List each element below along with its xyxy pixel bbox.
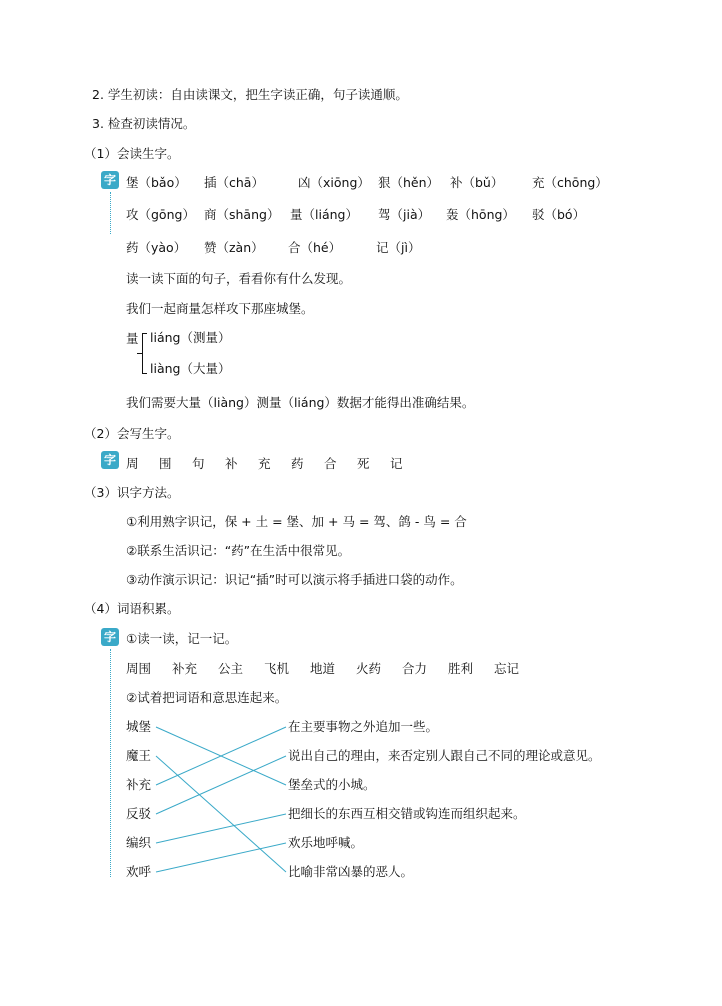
- method-3: ③动作演示识记：识记“插”时可以演示将手插进口袋的动作。: [126, 572, 463, 587]
- character-badge-icon: 字: [101, 628, 119, 646]
- section4-heading: （4）词语积累。: [84, 601, 180, 616]
- char-item: 药（yào）: [126, 240, 187, 255]
- method-2: ②联系生活识记：“药”在生活中很常见。: [126, 543, 351, 558]
- char-item: 狠（hěn）: [378, 175, 440, 190]
- polyphone-example: 我们需要大量（liàng）测量（liáng）数据才能得出准确结果。: [126, 395, 475, 410]
- left-word[interactable]: 反驳: [126, 806, 152, 821]
- polyphone-reading-2: liàng（大量）: [150, 361, 231, 376]
- char-item: 驳（bó）: [532, 207, 586, 222]
- right-meaning[interactable]: 在主要事物之外追加一些。: [288, 719, 439, 734]
- write-char: 死: [357, 456, 370, 471]
- word-item: 飞机: [264, 661, 290, 676]
- char-item: 驾（jià）: [378, 207, 431, 222]
- read-remember-label: ①读一读，记一记。: [126, 631, 238, 646]
- method-1: ①利用熟字识记，保 + 土 = 堡、加 + 马 = 驾、鸽 - 鸟 = 合: [126, 514, 467, 529]
- word-item: 地道: [310, 661, 336, 676]
- polyphone-reading-1: liáng（测量）: [150, 330, 231, 345]
- left-word[interactable]: 编织: [126, 835, 152, 850]
- write-char: 围: [159, 456, 172, 471]
- char-item: 商（shāng）: [204, 207, 280, 222]
- write-char: 记: [390, 456, 403, 471]
- left-word[interactable]: 城堡: [126, 719, 152, 734]
- section1-prompt: 读一读下面的句子，看看你有什么发现。: [126, 271, 352, 286]
- left-word[interactable]: 欢呼: [126, 864, 152, 879]
- char-item: 轰（hōng）: [446, 207, 515, 222]
- char-item: 赞（zàn）: [204, 240, 264, 255]
- connect-label: ②试着把词语和意思连起来。: [126, 690, 288, 705]
- char-item: 补（bǔ）: [450, 175, 504, 190]
- word-item: 周围: [126, 661, 152, 676]
- character-badge-icon: 字: [101, 451, 119, 469]
- write-char: 药: [291, 456, 304, 471]
- match-line: [156, 814, 286, 843]
- left-word[interactable]: 补充: [126, 777, 152, 792]
- word-item: 忘记: [494, 661, 520, 676]
- char-item: 记（jì）: [376, 240, 421, 255]
- right-meaning[interactable]: 堡垒式的小城。: [288, 777, 376, 792]
- write-char: 补: [225, 456, 238, 471]
- write-char: 充: [258, 456, 271, 471]
- write-char: 合: [324, 456, 337, 471]
- section1-heading: （1）会读生字。: [84, 146, 180, 161]
- left-word[interactable]: 魔王: [126, 748, 152, 763]
- char-item: 插（chā）: [204, 175, 264, 190]
- polyphone-char: 量: [126, 331, 139, 346]
- section1-sentence: 我们一起商量怎样攻下那座城堡。: [126, 301, 314, 316]
- word-item: 火药: [356, 661, 382, 676]
- char-item: 合（hé）: [288, 240, 342, 255]
- match-line: [156, 843, 286, 872]
- char-item: 凶（xiōng）: [298, 175, 370, 190]
- character-badge-icon: 字: [101, 171, 119, 189]
- right-meaning[interactable]: 说出自己的理由，来否定别人跟自己不同的理论或意见。: [288, 748, 601, 763]
- match-line: [156, 756, 286, 814]
- step-2: 2. 学生初读：自由读课文，把生字读正确，句子读通顺。: [92, 87, 408, 102]
- right-meaning[interactable]: 比喻非常凶暴的恶人。: [288, 864, 414, 879]
- word-item: 补充: [172, 661, 198, 676]
- word-item: 合力: [402, 661, 428, 676]
- word-item: 胜利: [448, 661, 474, 676]
- char-item: 攻（gōng）: [126, 207, 195, 222]
- word-item: 公主: [218, 661, 244, 676]
- section2-heading: （2）会写生字。: [84, 426, 180, 441]
- section3-heading: （3）识字方法。: [84, 485, 180, 500]
- char-item: 量（liáng）: [290, 207, 358, 222]
- right-meaning[interactable]: 把细长的东西互相交错或钩连而组织起来。: [288, 806, 526, 821]
- match-line: [156, 756, 286, 872]
- step-3: 3. 检查初读情况。: [92, 116, 196, 131]
- right-meaning[interactable]: 欢乐地呼喊。: [288, 835, 364, 850]
- char-item: 充（chōng）: [532, 175, 608, 190]
- char-item: 堡（bǎo）: [126, 175, 187, 190]
- write-char: 句: [192, 456, 205, 471]
- write-char: 周: [126, 456, 139, 471]
